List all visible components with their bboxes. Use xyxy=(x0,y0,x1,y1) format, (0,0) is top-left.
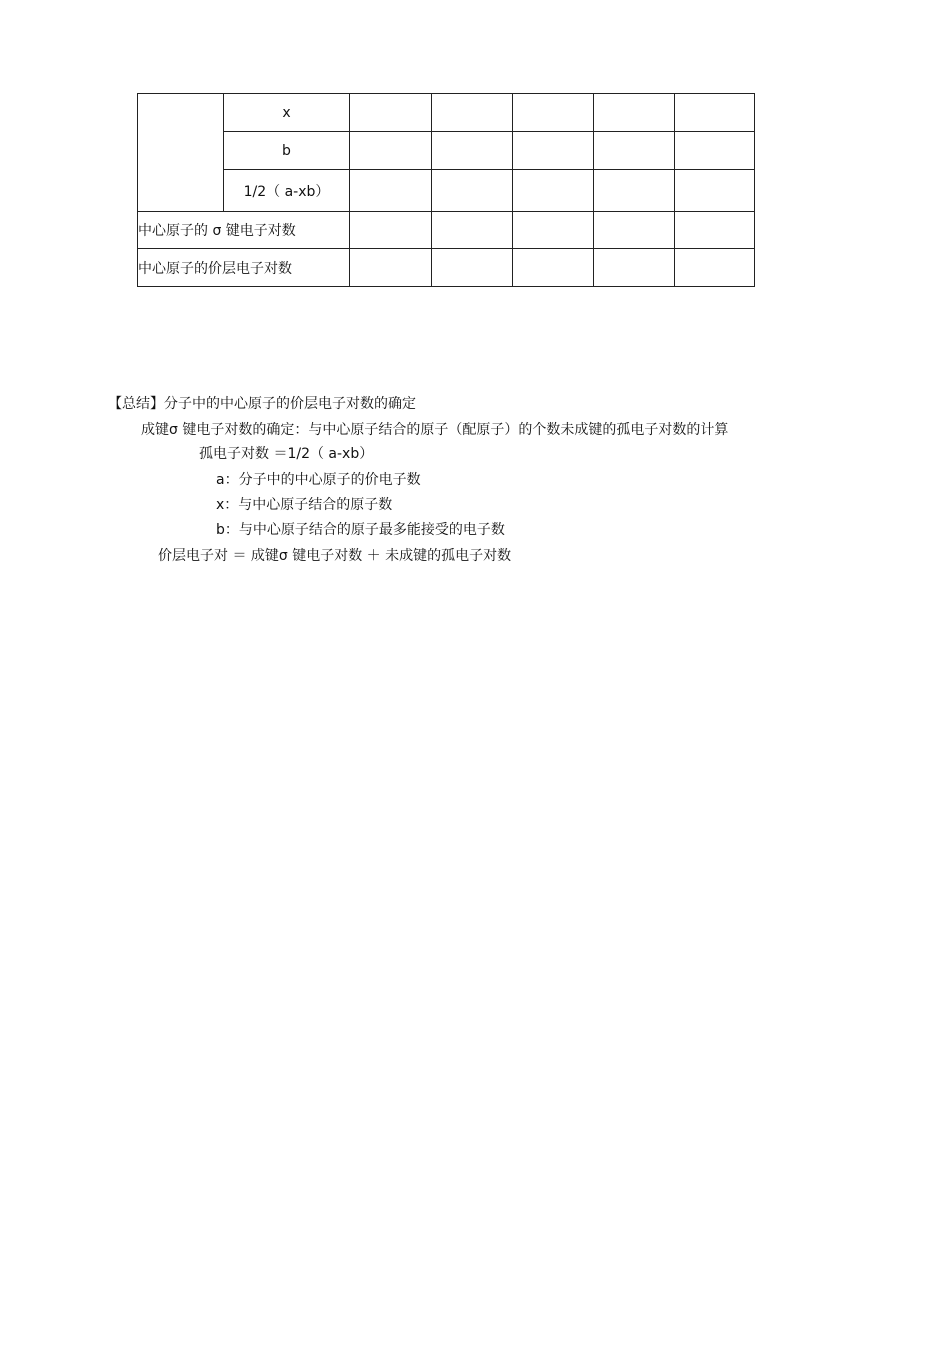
row-label-valence-pairs: 中心原子的价层电子对数 xyxy=(138,249,350,287)
table-cell xyxy=(675,212,755,249)
table-row xyxy=(138,170,755,212)
summary-line-a: a：分子中的中心原子的价电子数 xyxy=(216,472,421,488)
table-cell xyxy=(513,249,594,287)
summary-line-x: x：与中心原子结合的原子数 xyxy=(216,497,393,513)
table-row xyxy=(138,132,755,170)
table-cell xyxy=(432,170,513,212)
table-cell xyxy=(594,132,675,170)
table-cell xyxy=(350,94,432,132)
table-cell xyxy=(594,170,675,212)
table-cell xyxy=(675,249,755,287)
row-label-b: b xyxy=(224,132,350,170)
summary-line-b: b：与中心原子结合的原子最多能接受的电子数 xyxy=(216,522,505,538)
summary-heading: 【总结】分子中的中心原子的价层电子对数的确定 xyxy=(108,396,416,412)
summary-line-sigma: 成键σ 键电子对数的确定：与中心原子结合的原子（配原子）的个数未成键的孤电子对数的计算 xyxy=(141,422,729,438)
table-cell xyxy=(594,212,675,249)
table-cell xyxy=(350,212,432,249)
data-table xyxy=(137,93,755,287)
table-cell xyxy=(675,132,755,170)
table-cell xyxy=(594,94,675,132)
table-cell xyxy=(350,132,432,170)
table-cell xyxy=(432,94,513,132)
table-row xyxy=(138,249,755,287)
row-label-sigma-pairs: 中心原子的 σ 键电子对数 xyxy=(138,212,350,249)
table-cell xyxy=(432,249,513,287)
table-cell xyxy=(350,170,432,212)
merged-empty-cell xyxy=(138,94,224,212)
row-label-x: x xyxy=(224,94,350,132)
table-cell xyxy=(432,132,513,170)
table-cell xyxy=(432,212,513,249)
summary-line-valence-sum: 价层电子对 ＝ 成键σ 键电子对数 ＋ 未成键的孤电子对数 xyxy=(158,548,512,564)
summary-line-lone-pair-formula: 孤电子对数 ＝1/2（ a-xb） xyxy=(199,446,374,462)
table-cell xyxy=(513,94,594,132)
table-cell xyxy=(350,249,432,287)
table-cell xyxy=(513,212,594,249)
table-row xyxy=(138,94,755,132)
table-cell xyxy=(513,132,594,170)
row-label-lone-pair-formula: 1/2（ a-xb） xyxy=(224,170,350,212)
table-cell xyxy=(675,170,755,212)
table-cell xyxy=(594,249,675,287)
table-row xyxy=(138,212,755,249)
table-cell xyxy=(513,170,594,212)
table-cell xyxy=(675,94,755,132)
